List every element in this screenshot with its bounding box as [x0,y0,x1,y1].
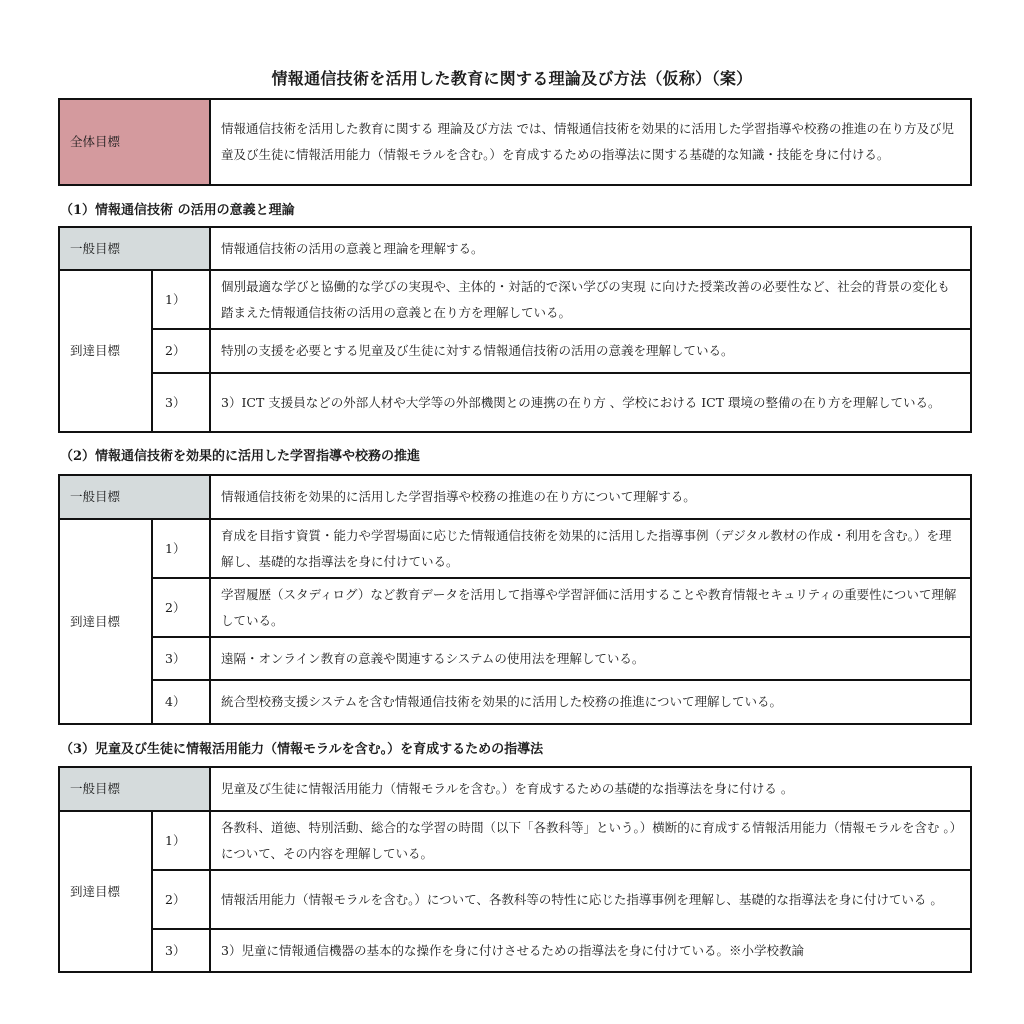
section-3-general-row [59,767,971,811]
section-1-goal-row [59,270,971,329]
overall-goal-label: 全体目標 [59,99,210,185]
section-1-table [58,226,972,433]
section-3-goal-row [59,811,971,870]
section-2-goal-2-text: 学習履歴（スタディログ）など教育データを活用して指導や学習評価に活用することや教育情報セキュリティの重要性について理解している。 [210,578,971,637]
section-1-goal-row [59,373,971,432]
section-3-goal-3-text: 3）児童に情報通信機器の基本的な操作を身に付けさせるための指導法を身に付けている。※小学校教論 [210,929,971,972]
overall-goal-text: 情報通信技術を活用した教育に関する 理論及び方法 では、情報通信技術を効果的に活用した学習指導や校務の推進の在り方及び児童及び生徒に情報活用能力（情報モラルを含む。）を育成するための指導法に関する基礎的な知識・技能を身に付ける。 [210,99,971,185]
section-3-goal-row [59,870,971,929]
section-3-goal-1-text: 各教科、道徳、特別活動、総合的な学習の時間（以下「各教科等」という。）横断的に育成する情報活用能力（情報モラルを含む 。）について、その内容を理解している。 [210,811,971,870]
section-2-goal-4-text: 統合型校務支援システムを含む情報通信技術を効果的に活用した校務の推進について理解している。 [210,680,971,724]
section-1-goal-1-text: 個別最適な学びと協働的な学びの実現や、主体的・対話的で深い学びの実現 に向けた授業改善の必要性など、社会的背景の変化も踏まえた情報通信技術の活用の意義と在り方を理解している。 [210,270,971,329]
section-3-general-text: 児童及び生徒に情報活用能力（情報モラルを含む。）を育成するための基礎的な指導法を身に付ける 。 [210,767,971,811]
section-2-goal-1-text: 育成を目指す資質・能力や学習場面に応じた情報通信技術を効果的に活用した指導事例（デジタル教材の作成・利用を含む。）を理解し、基礎的な指導法を身に付けている。 [210,519,971,578]
section-2-general-row [59,475,971,519]
section-1-goal-2-number: 2） [152,329,210,373]
section-2-goal-row [59,578,971,637]
section-2-goal-row [59,519,971,578]
section-1-goal-1-number: 1） [152,270,210,329]
section-1-goals-label: 到達目標 [59,270,152,432]
section-3-goal-3-number: 3） [152,929,210,972]
section-3-table [58,766,972,973]
section-2-goal-4-number: 4） [152,680,210,724]
section-3-heading: （3）児童及び生徒に情報活用能力（情報モラルを含む。）を育成するための指導法 [60,742,544,757]
section-2-heading: （2）情報通信技術を効果的に活用した学習指導や校務の推進 [60,449,421,464]
section-2-goal-row [59,637,971,680]
section-3-general-label: 一般目標 [59,767,210,811]
section-2-goal-3-text: 遠隔・オンライン教育の意義や関連するシステムの使用法を理解している。 [210,637,971,680]
section-1-heading: （1）情報通信技術 の活用の意義と理論 [60,203,295,218]
section-2-general-label: 一般目標 [59,475,210,519]
section-2-goal-1-number: 1） [152,519,210,578]
section-2-goals-label: 到達目標 [59,519,152,724]
overall-goal-row [59,99,971,185]
section-1-general-row [59,227,971,270]
section-1-goal-2-text: 特別の支援を必要とする児童及び生徒に対する情報通信技術の活用の意義を理解している。 [210,329,971,373]
section-1-general-label: 一般目標 [59,227,210,270]
section-1-goal-row [59,329,971,373]
section-2-goal-2-number: 2） [152,578,210,637]
section-3-goal-1-number: 1） [152,811,210,870]
section-2-goal-row [59,680,971,724]
section-3-goal-2-text: 情報活用能力（情報モラルを含む。）について、各教科等の特性に応じた指導事例を理解し、基礎的な指導法を身に付けている 。 [210,870,971,929]
section-2-goal-3-number: 3） [152,637,210,680]
section-2-general-text: 情報通信技術を効果的に活用した学習指導や校務の推進の在り方について理解する。 [210,475,971,519]
section-2-table [58,474,972,725]
section-1-goal-3-text: 3）ICT 支援員などの外部人材や大学等の外部機関との連携の在り方 、学校における ICT 環境の整備の在り方を理解している。 [210,373,971,432]
document-title: 情報通信技術を活用した教育に関する理論及び方法（仮称）（案） [271,69,753,88]
overall-goal-table [58,98,972,186]
section-3-goals-label: 到達目標 [59,811,152,972]
section-3-goal-row [59,929,971,972]
section-1-goal-3-number: 3） [152,373,210,432]
section-3-goal-2-number: 2） [152,870,210,929]
section-1-general-text: 情報通信技術の活用の意義と理論を理解する。 [210,227,971,270]
